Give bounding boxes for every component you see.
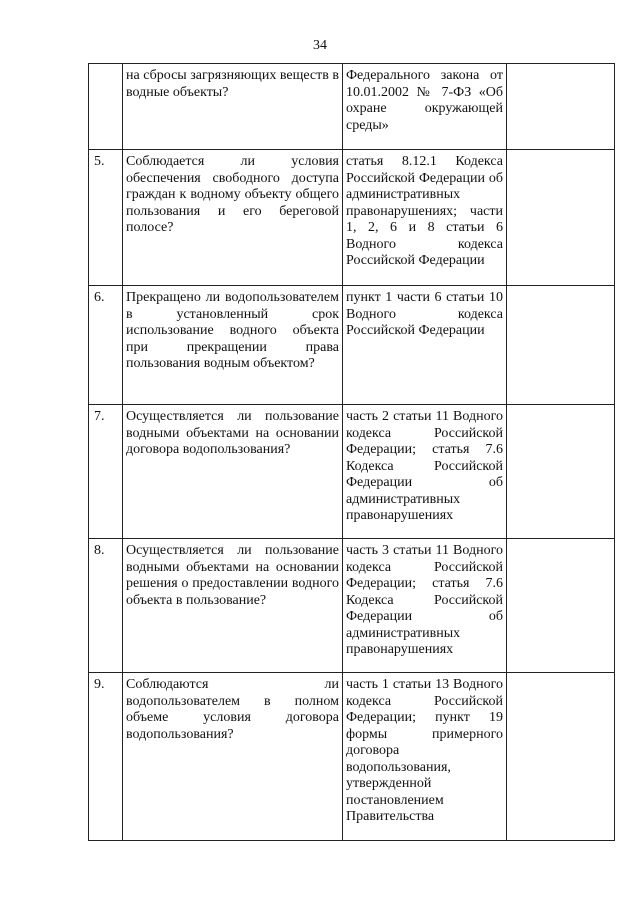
- checklist-table: [88, 63, 615, 841]
- table-row: [89, 673, 615, 841]
- row-number: 5.: [89, 150, 123, 286]
- question-cell: на сбросы загрязняющих веществ в водные объекты?: [123, 64, 343, 150]
- table-row: [89, 286, 615, 405]
- row-number: 8.: [89, 539, 123, 673]
- result-cell: [507, 539, 615, 673]
- result-cell: [507, 673, 615, 841]
- row-number: 9.: [89, 673, 123, 841]
- table-row: [89, 64, 615, 150]
- result-cell: [507, 64, 615, 150]
- question-cell: Осуществляется ли пользование водными объектами на основании решения о предоставлении водного объекта в пользование?: [123, 539, 343, 673]
- legal-reference-cell: пункт 1 части 6 статьи 10 Водного кодекса Российской Федерации: [343, 286, 507, 405]
- legal-reference-cell: часть 3 статьи 11 Водного кодекса Российской Федерации; статья 7.6 Кодекса Российской Федерации об административных правонарушениях: [343, 539, 507, 673]
- result-cell: [507, 286, 615, 405]
- legal-reference-cell: часть 1 статьи 13 Водного кодекса Российской Федерации; пункт 19 формы примерного договора водопользования, утвержденной постановлением Правительства: [343, 673, 507, 841]
- result-cell: [507, 150, 615, 286]
- legal-reference-cell: Федерального закона от 10.01.2002 № 7-ФЗ «Об охране окружающей среды»: [343, 64, 507, 150]
- table-row: [89, 150, 615, 286]
- legal-reference-cell: часть 2 статьи 11 Водного кодекса Российской Федерации; статья 7.6 Кодекса Российской Федерации об административных правонарушениях: [343, 405, 507, 539]
- question-cell: Соблюдается ли условия обеспечения свободного доступа граждан к водному объекту общего пользования и его береговой полосе?: [123, 150, 343, 286]
- page-number: 34: [313, 38, 327, 53]
- legal-reference-cell: статья 8.12.1 Кодекса Российской Федерации об административных правонарушениях; части 1, 2, 6 и 8 статьи 6 Водного кодекса Российской Федерации: [343, 150, 507, 286]
- question-cell: Соблюдаются ли водопользователем в полном объеме условия договора водопользования?: [123, 673, 343, 841]
- row-number: [89, 64, 123, 150]
- row-number: 6.: [89, 286, 123, 405]
- row-number: 7.: [89, 405, 123, 539]
- question-cell: Прекращено ли водопользователем в установленный срок использование водного объекта при прекращении права пользования водным объектом?: [123, 286, 343, 405]
- result-cell: [507, 405, 615, 539]
- table-row: [89, 539, 615, 673]
- question-cell: Осуществляется ли пользование водными объектами на основании договора водопользования?: [123, 405, 343, 539]
- table-row: [89, 405, 615, 539]
